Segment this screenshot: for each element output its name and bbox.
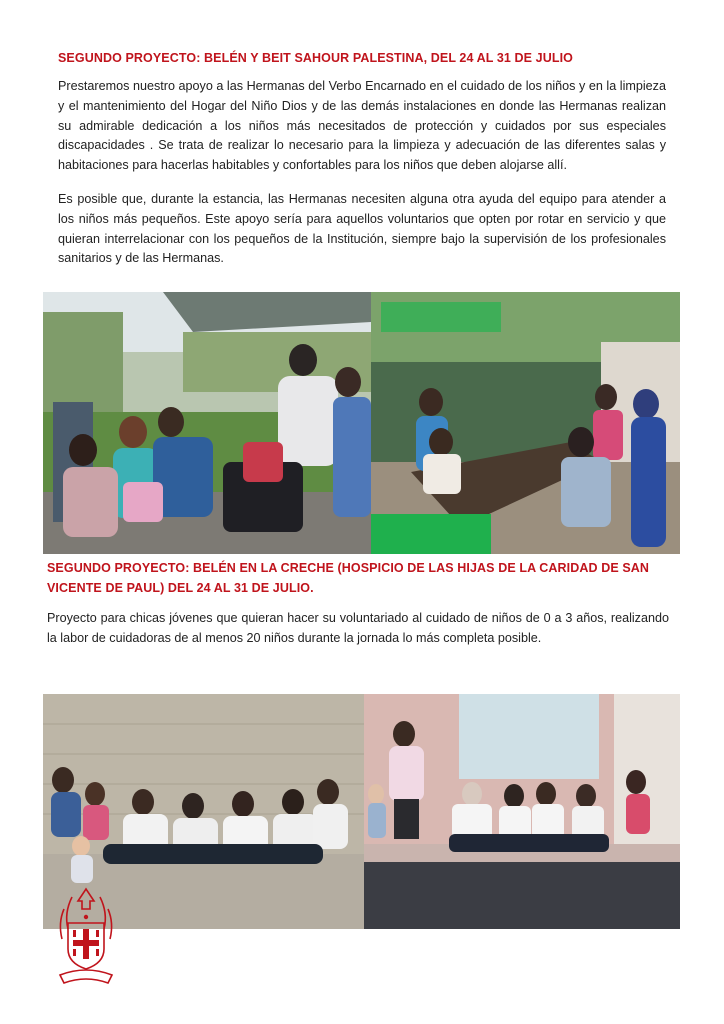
section1-paragraph-2: Es posible que, durante la estancia, las Hermanas necesiten alguna otra ayuda del equipo para atender a los niños más pequeños. Este apoyo sería para aquellos voluntarios que opten por rotar en servicio y que quieran interrelacionar con los pequeños de la Institución, siempre bajo la supervisión de los profesionales sanitarios y de las Hermanas. xyxy=(58,192,666,266)
section1-heading: SEGUNDO PROYECTO: BELÉN Y BEIT SAHOUR PALESTINA, DEL 24 AL 31 DE JULIO xyxy=(58,51,573,65)
section1-paragraph-1: Prestaremos nuestro apoyo a las Hermanas del Verbo Encarnado en el cuidado de los niños y en la limpieza y el mantenimiento del Hogar del Niño Dios y de las demás instalaciones en donde las Hermanas realizan su admirable dedicación a los niños más necesitados de protección y cuidados por sus especiales discapacidades . Se trata de realizar lo necesario para la limpieza y adecuación de las diferentes salas y habitaciones para hacerlas habitables y confortables para los niños que deben alojarse allí. xyxy=(58,79,666,173)
photo-caregivers-building xyxy=(364,694,680,929)
photo-children-table xyxy=(371,292,680,554)
section2-heading: SEGUNDO PROYECTO: BELÉN EN LA CRECHE (HOSPICIO DE LAS HIJAS DE LA CARIDAD DE SAN VICENTE DE PAUL) DEL 24 AL 31 DE JULIO. xyxy=(47,561,650,595)
jerusalem-cross-coat-of-arms-icon xyxy=(50,883,122,989)
photo-caregivers-courtyard xyxy=(43,292,371,554)
section2-paragraph-1: Proyecto para chicas jóvenes que quieran hacer su voluntariado al cuidado de niños de 0 a 3 años, realizando la labor de cuidadoras de al menos 20 niños durante la jornada lo más completa posible. xyxy=(47,611,669,645)
